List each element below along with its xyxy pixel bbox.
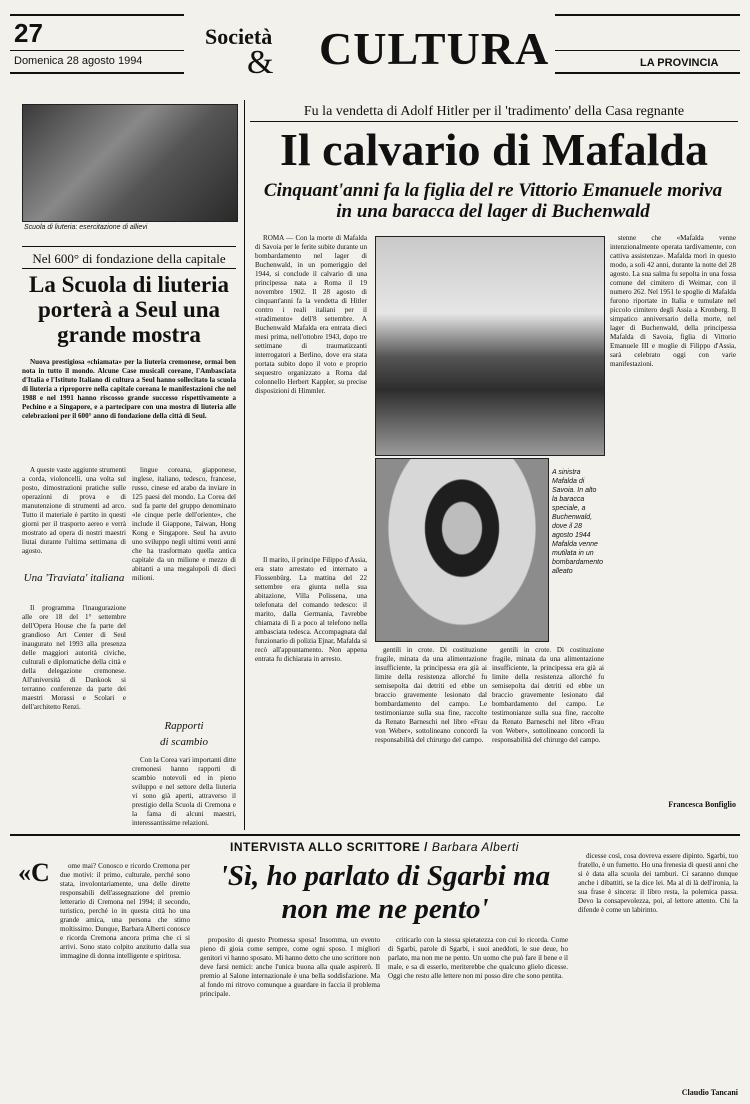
left-story-rule-2 <box>22 268 236 269</box>
left-story-col2b-text: Con la Corea vari importanti ditte cremonesi hanno rapporti di scambio notevoli ed in pieno sviluppo e nel settore della liuteria vi sono già aperti, attraverso il prestigio della Scuola di Cremona e la fama di alcuni maestri, interessantissime relazioni. <box>132 756 236 827</box>
section-name-cultura: CULTURA <box>319 23 550 74</box>
subhead-rapporti-line2: di scambio <box>160 736 208 748</box>
left-story-col1b-text: Il programma l'inaugurazione alle ore 18 del 1° settembre dell'Opera House che fa parte del grandioso Art Center di Seul inaugurato nel 1993 alla presenza delle maggiori autorità civiche, culturali e diplomatiche della città e della delegazione cremonese. All'università di Dankook si terranno conferenze da parte dei maestri Morassi e Scolari e dell'architetto Renzi. <box>22 604 126 711</box>
interview-col1-text: ome mai? Conosco e ricordo Cremona per due motivi: il primo, culturale, perché sono stata, involontariamente, una delle dirette responsabili dell'assegnazione del premio letterario di Cremona nel 1994; il secondo, turistico, perché io in questa città ho una grande amica, una persona che stimo moltissimo. Dunque, Barbara Alberti conosce e ricorda Cremona ancora prima che ci si arrivi. Sono stato colpito anzitutto dalla sua immagine di donna intelligente e spiritosa. <box>60 862 190 960</box>
main-story-col1 <box>255 234 367 552</box>
left-story-rule <box>22 246 236 247</box>
left-story-col1b <box>22 604 126 830</box>
interview-signature: Claudio Tancani <box>681 1088 738 1097</box>
header-rule <box>10 50 184 51</box>
interview-label-separator: / <box>424 840 432 854</box>
left-story-subhead-traviata <box>22 572 126 584</box>
subhead-traviata-text: Una 'Traviata' italiana <box>23 572 125 584</box>
left-story-headline: La Scuola di liuteria porterà a Seul una grande mostra <box>29 272 229 347</box>
main-story-kicker: Fu la vendetta di Adolf Hitler per il 'tradimento' della Casa regnante <box>303 104 685 119</box>
left-story-col1-text: A queste vaste aggiunte strumenti a corda, violoncelli, una volta sul posto, dimostrazioni pratiche sulle operazioni di prova e di manutenzione di strumenti ad arco. Tutto il materiale è partito in questi giorni per il trasporto aereo e verrà mostrato ad opera di nostri maestri liutai durante l'ultima settimana di agosto. <box>22 466 126 555</box>
left-story-col2 <box>132 466 236 706</box>
header-top-rule-right <box>555 14 740 16</box>
liuteria-photo <box>22 104 238 222</box>
column-divider <box>244 100 245 830</box>
interview-col3 <box>388 936 568 1098</box>
interview-col4-text: dicesse così, cosa dovreva essere dipinto. Sgarbi, tuo fratello, è un fumetto. Ho una frenesia di questi anni che si è data alla scuola dei tamburi. Ci saranno dunque anche i dibattiti, se la dice lei. Ma al di là dell'ironia, la sua frase è sincera: il libro resta, la polemica passa. Devo la consapevolezza, poi, al lettore attento. Chi la difende è come un labirinto. <box>578 852 738 914</box>
interview-label-a: INTERVISTA ALLO SCRITTORE <box>230 840 421 854</box>
publication-name: LA PROVINCIA <box>640 57 719 69</box>
main-story-col3b-text: gentili in crote. Di costituzione fragile, minata da una alimentazione insufficiente, la principessa era già ai limite della resistenza allorché fu semisepolta dai detriti ed ebbe un braccio gravemente lesionato dal bombardamento del campo. Le testimonianze sulla sua fine, raccolte da Renato Barneschi nel libro «Frau von Weber», sottolineano concordi la responsabilità del chirurgo del campo. <box>492 646 604 744</box>
interview-headline: 'Sì, ho parlato di Sgarbi ma non me ne pento' <box>219 860 551 925</box>
liuteria-photo-caption: Scuola di liuteria: esercitazione di allievi <box>24 224 148 231</box>
header-top-rule <box>10 14 184 16</box>
page-number: 27 <box>14 18 43 48</box>
interview-label-b: Barbara Alberti <box>431 840 519 854</box>
main-story-col3-text: gentili in crote. Di costituzione fragile, minata da una alimentazione insufficiente, la principessa era già ai limite della resistenza allorché fu semisepolta dai detriti ed ebbe un braccio gravemente lesionato dal bombardamento del campo. Le testimonianze sulla sua fine, raccolte da Renato Barneschi nel libro «Frau von Weber», sottolineano concordi la responsabilità del chirurgo del campo. <box>375 646 487 744</box>
left-story-lead-text: Nuova prestigiosa «chiamata» per la liuteria cremonese, ormai ben nota in tutto il mondo. Alcune Case musicali coreane, l'Ambasciata d'Italia e l'Istituto Italiano di cultura a Seul hanno sollecitato la scuola di liuteria a riproporre nella capitale coreana le manifestazioni che nel 1988 e nel 1991 hanno riscosso grande successo rispettivamente a Pechino e a Singapore, e a partecipare con una mostra di liuteria alle celebrazioni per il 600° anno di fondazione della città di Seul. <box>22 358 236 420</box>
section-masthead <box>195 14 550 84</box>
main-story-col3b <box>492 646 604 808</box>
interview-label <box>230 840 519 854</box>
interview-top-rule <box>10 834 740 836</box>
main-story-deck: Cinquant'anni fa la figlia del re Vittorio Emanuele moriva in una baracca del lager di Buchenwald <box>263 180 723 222</box>
main-story-col1-text: ROMA — Con la morte di Mafalda di Savoia per le ferite subite durante un bombardamento nel lager di Buchenwald, in un pomeriggio del 1944, si conclude il calvario di una principessa nata a Roma il 19 novembre 1902. Il 28 agosto di cinquant'anni fa la vendetta di Hitler contro i reali italiani per il «tradimento» dell'8 settembre. A Buchenwald Mafalda era entrata dieci mesi prima, nell'ottobre 1943, dopo tre settimane di traumatizzanti interrogatori a Berlino, dove era stata portata subito dopo il voto e proprio sequestro organizzato a Roma dal colonnello Herbert Kappler, su precise disposizioni di Himmler. <box>255 234 367 395</box>
main-story-col3 <box>375 646 487 808</box>
section-ampersand: & <box>247 44 274 81</box>
left-story-col2b <box>132 756 236 830</box>
left-story-subhead-rapporti <box>132 718 236 750</box>
interview-col4 <box>578 852 738 1088</box>
main-story-photo-caption: A sinistra Mafalda di Savoia. In alto la baracca speciale, a Buchenwald, dove il 28 agosto 1944 Mafalda venne mutilata in un bombardamento alleato <box>552 469 603 575</box>
left-story-kicker: Nel 600° di fondazione della capitale <box>32 251 226 266</box>
left-story-col2-text: lingue coreana, giapponese, inglese, italiano, tedesco, francese, russo, cinese ed arabo da inviare in 125 paesi del mondo. La Corea del sud fa parte del gruppo denominato «le cinque perle dell'oriente», che include il Giappone, Taiwan, Hong Kong e Singapore. Seul ha avuto uno sviluppo negli ultimi venti anni che ha trasformato quella antica capitale da un milione e mezzo di abitanti a una megalopoli di dieci milioni. <box>132 466 236 582</box>
mafalda-portrait-photo <box>375 458 549 642</box>
main-story-rule <box>250 121 738 122</box>
header-rule-right <box>555 50 740 51</box>
interview-col3-text: criticarlo con la stessa spietatezza con cui lo ricorda. Come di Sgarbi, parole di Sgarbi, i suoi aneddoti, le sue deue, ho parlato, ma non me ne pento. Un uomo che può fare il bene e il male, e sa di esserlo, meriterebbe che qualcuno glielo dicesse. Oggi che resto alle lettere non mi posso dire che sono pentita. <box>388 936 568 980</box>
issue-date: Domenica 28 agosto 1994 <box>14 55 143 67</box>
main-story-signature: Francesca Bonfiglio <box>668 800 736 809</box>
header-rule-bottom <box>10 72 184 74</box>
main-story-headline: Il calvario di Mafalda <box>279 124 709 175</box>
left-story-lead <box>22 358 236 462</box>
main-story-col2-text: Il marito, il principe Filippo d'Assia, era stato arrestato ed internato a Flossenbürg. La mattina del 22 settembre era giunta nella sua abitazione, Villa Polissena, una telefonata del comando tedesco: il marito, dalla Germania, l'avrebbe chiamata di lì a poco al telefono nella ambasciata tedesca. Accompagnata dal funzionario di polizia Ejnar, Mafalda si recò all'appuntamento. Non appena entrata fu dichiarata in arresto. <box>255 556 367 663</box>
interview-col2-text: proposito di questo Promessa sposa! Insomma, un evento pieno di gioia come sempre, come ogni sposo. I migliori genitori vi hanno sposato. Mi hanno detto che uno scrittore non deve farsi nemici: anche l'unica buona alla quale aspirerò. Il premio al Salone internazionale è una bella soddisfazione. Ma al fondo mi ritrovo comunque a guardare in faccia il problema principale. <box>200 936 380 998</box>
interview-col2 <box>200 936 380 1098</box>
main-story-col2 <box>255 556 367 808</box>
lager-barracks-photo <box>375 236 605 456</box>
main-story-col4-text: stenne che «Mafalda venne intenzionalmente operata tardivamente, con cattiva assistenza». Mafalda morì in questo modo, a soli 42 anni, durante la notte del 28 agosto. La sua salma fu sepolta in una fossa comune del cimitero di Weimar, con il numero 262. Nel 1951 le spoglie di Mafalda furono riportate in Italia e tumulate nel piccolo cimitero degli Assia a Kronberg. Il simpatico anniversario della morte, nel lager di Buchenwald, della principessa Mafalda di Savoia, figlia di Vittorio Emanuele III e moglie di Filippo d'Assia, sarà celebrato oggi con varie manifestazioni. <box>610 234 736 368</box>
header-rule-right-bottom <box>555 72 740 74</box>
main-story-col4 <box>610 234 736 794</box>
section-name-societa: Società <box>205 24 273 49</box>
interview-col1 <box>60 862 190 1098</box>
subhead-rapporti-line1: Rapporti <box>164 720 204 732</box>
left-story-col1 <box>22 466 126 566</box>
interview-dropcap: «C <box>18 858 50 887</box>
